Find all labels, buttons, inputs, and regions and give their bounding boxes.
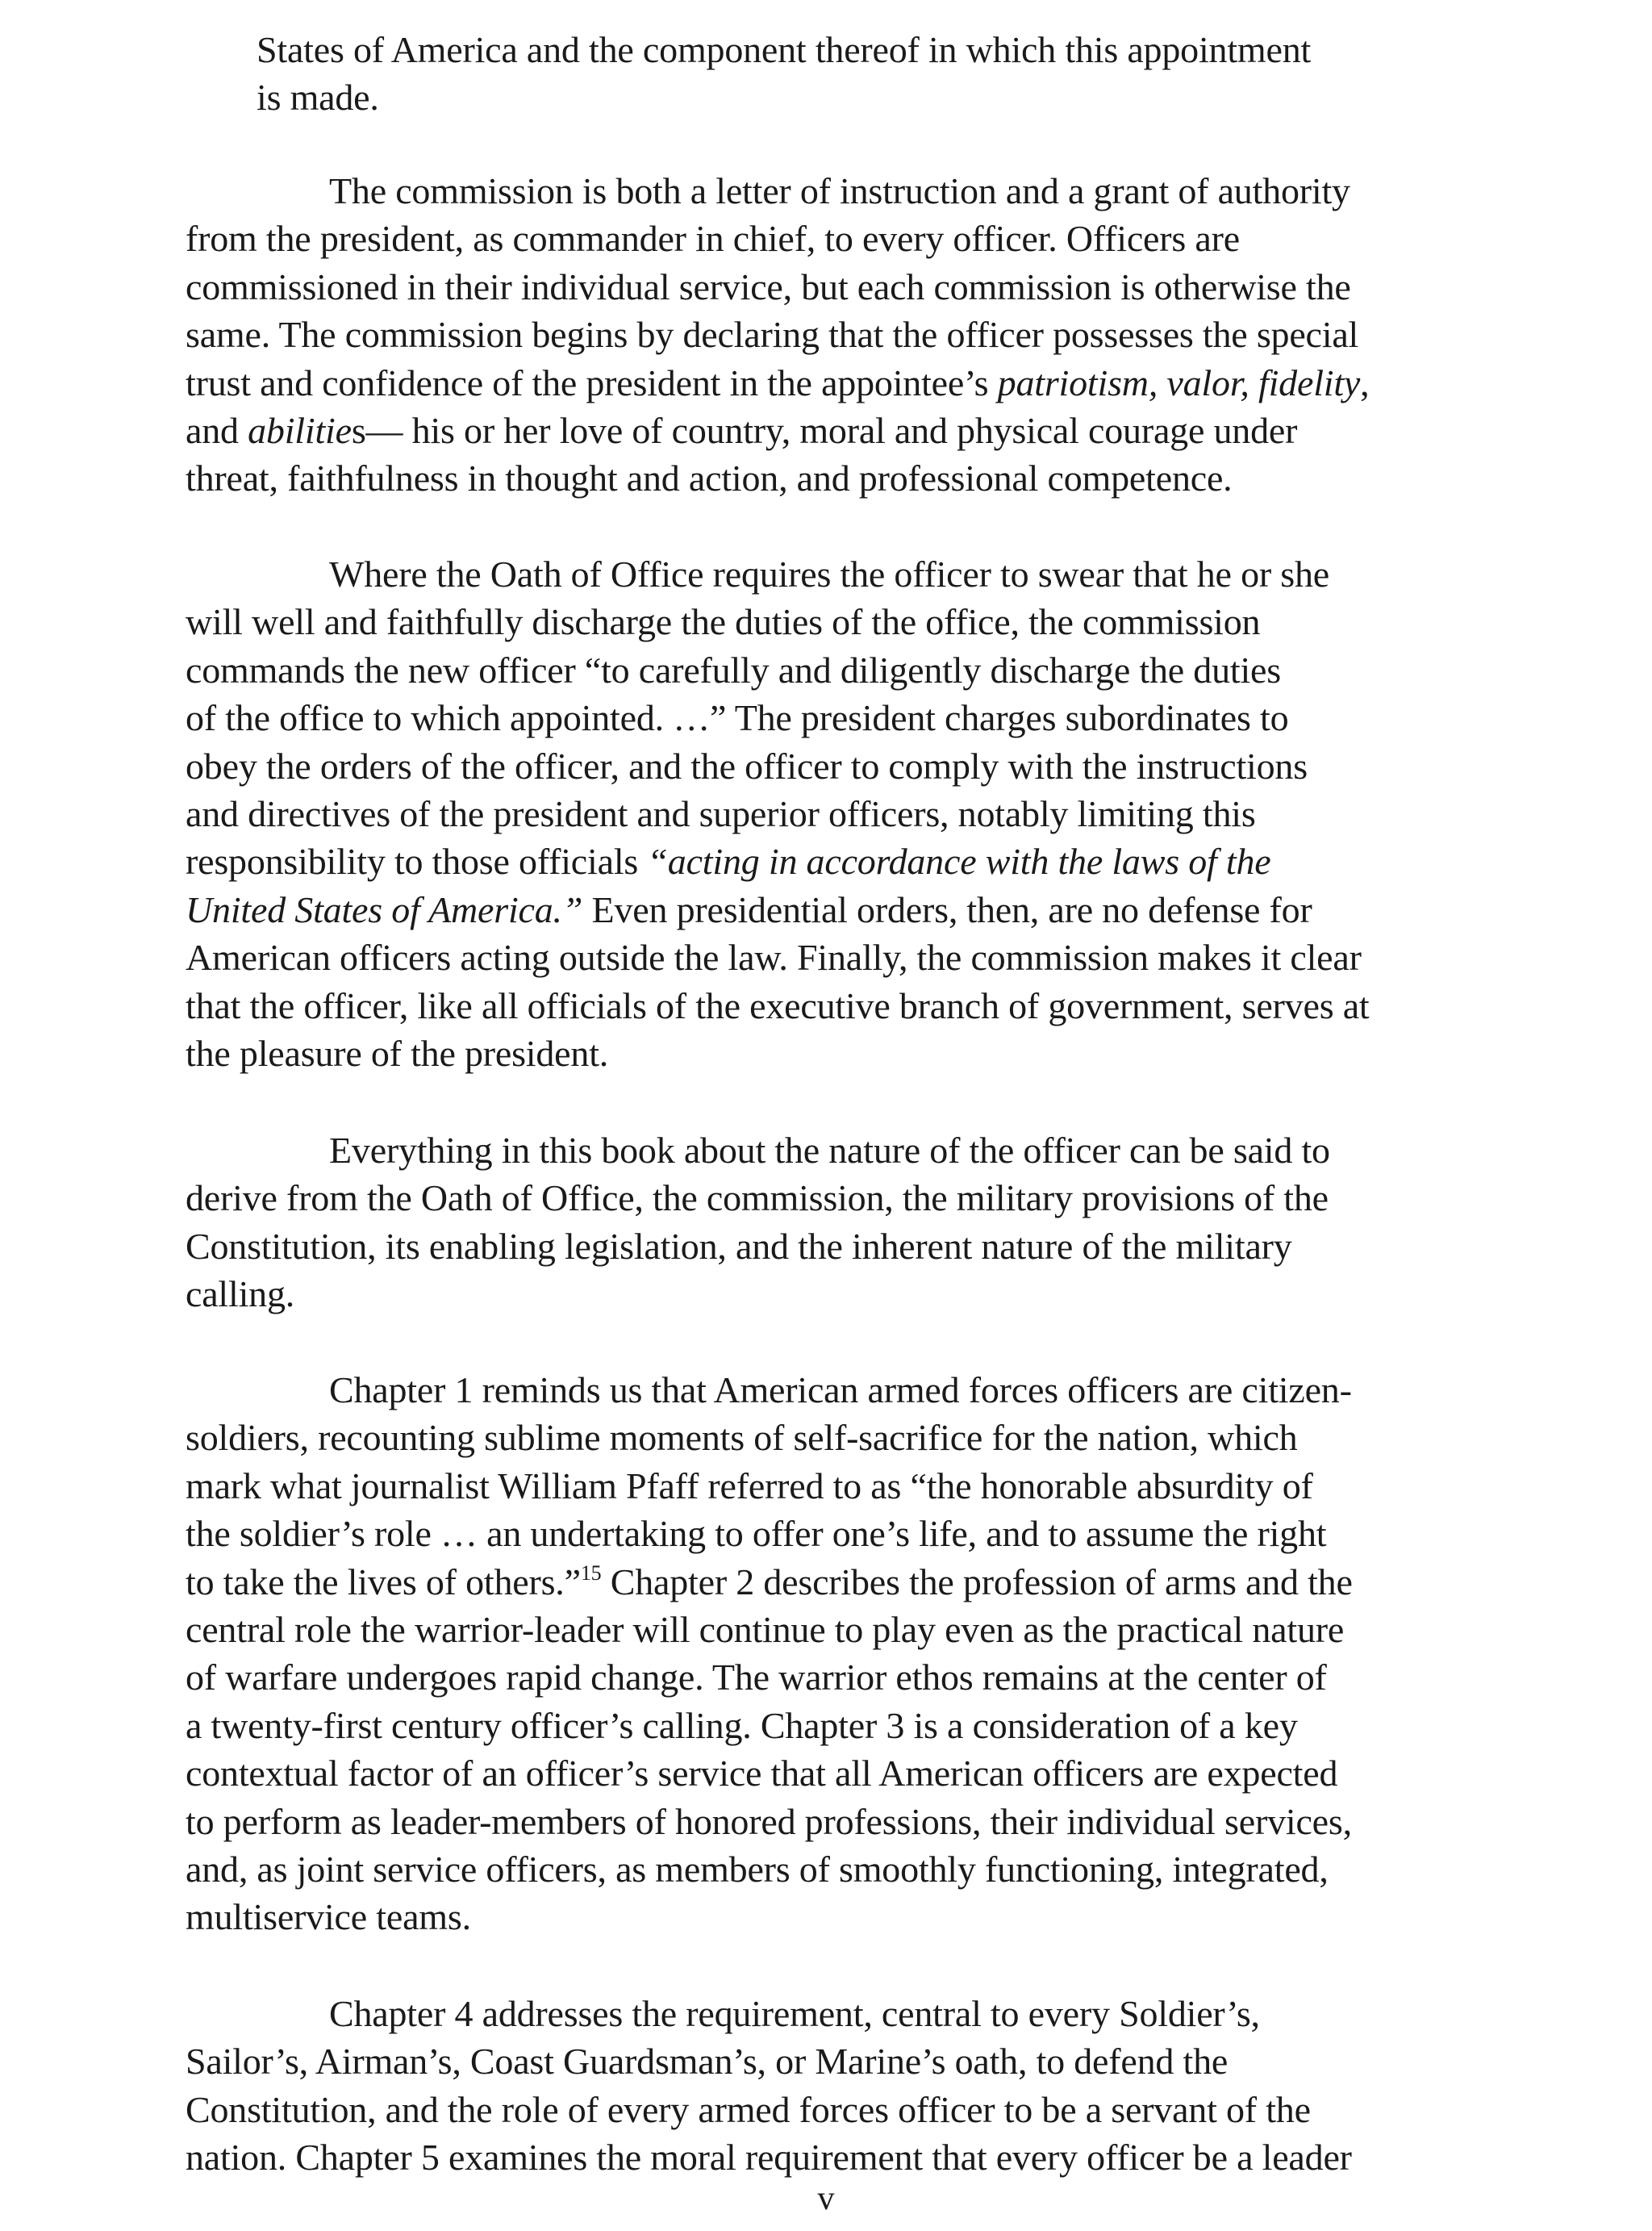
text-line: [257, 26, 1547, 73]
text-run: Chapter 2 describes the profession of arms and the: [601, 1560, 1353, 1602]
paragraph-chapters-4-5: [186, 1990, 1476, 2182]
text-line: [186, 1558, 1476, 1606]
text-line: [186, 1366, 1476, 1414]
text-run: of warfare undergoes rapid change. The warrior ethos remains at the center of: [186, 1657, 1327, 1698]
text-line: [186, 1126, 1476, 1174]
text-run: The commission is both a letter of instruction and a grant of authority: [329, 170, 1350, 211]
text-line: [186, 790, 1476, 838]
text-line: [186, 982, 1476, 1030]
text-line: [186, 407, 1476, 454]
text-line: [186, 1462, 1476, 1510]
text-run: threat, faithfulness in thought and action, and professional competence.: [186, 457, 1233, 499]
text-line: [186, 646, 1476, 694]
text-line: [186, 359, 1476, 407]
footnote-reference: 15: [580, 1560, 602, 1585]
text-run: is made.: [257, 77, 379, 119]
paragraph-commission-text-end: [257, 26, 1547, 122]
text-run: derive from the Oath of Office, the commission, the military provisions of the: [186, 1177, 1329, 1219]
text-line: [186, 1702, 1476, 1749]
text-run: s— his or her love of country, moral and physical courage under: [351, 410, 1298, 452]
text-line: [186, 886, 1476, 934]
text-run: the soldier’s role … an undertaking to offer one’s life, and to assume the right: [186, 1513, 1327, 1555]
italic-text: abilitie: [248, 410, 352, 452]
text-run: the pleasure of the president.: [186, 1033, 609, 1075]
text-run: multiservice teams.: [186, 1896, 471, 1938]
text-line: [186, 167, 1476, 215]
text-run: contextual factor of an officer’s service that all American officers are expected: [186, 1753, 1338, 1794]
text-line: [186, 1174, 1476, 1222]
text-line: [186, 1653, 1476, 1701]
text-line: [186, 694, 1476, 742]
text-line: [186, 1749, 1476, 1797]
italic-text: patriotism, valor, fidelity: [997, 361, 1361, 403]
text-run: same. The commission begins by declaring that the officer possesses the special: [186, 314, 1359, 356]
text-run: to take the lives of others.”: [186, 1560, 581, 1602]
text-line: [186, 1222, 1476, 1270]
text-run: commissioned in their individual service, but each commission is otherwise the: [186, 265, 1351, 307]
paragraph-oath-duties: [186, 550, 1476, 1077]
text-run: a twenty-first century officer’s calling. Chapter 3 is a consideration of a key: [186, 1704, 1298, 1746]
text-line: [186, 598, 1476, 645]
paragraph-chapters-1-3: [186, 1366, 1476, 1941]
text-line: [186, 742, 1476, 790]
text-run: Chapter 4 addresses the requirement, central to every Soldier’s,: [329, 1993, 1260, 2034]
text-line: [186, 1030, 1476, 1077]
paragraph-commission-instruction: [186, 167, 1476, 503]
text-run: obey the orders of the officer, and the officer to comply with the instructions: [186, 745, 1308, 787]
text-line: [186, 550, 1476, 598]
text-run: Where the Oath of Office requires the officer to swear that he or she: [329, 554, 1330, 595]
text-line: [186, 311, 1476, 358]
text-line: [186, 454, 1476, 502]
text-run: that the officer, like all officials of the executive branch of government, serves at: [186, 984, 1370, 1026]
text-run: States of America and the component thereof in which this appointment: [257, 29, 1312, 70]
page-number: v: [817, 2180, 835, 2217]
text-run: ,: [1360, 361, 1370, 403]
text-line: [186, 1606, 1476, 1653]
italic-text: “acting in accordance with the laws of the: [647, 841, 1271, 883]
text-line: [186, 1270, 1476, 1318]
text-line: [186, 1990, 1476, 2037]
text-line: [186, 263, 1476, 311]
text-run: Everything in this book about the nature of the officer can be said to: [329, 1130, 1330, 1171]
text-run: commands the new officer “to carefully and diligently discharge the duties: [186, 649, 1281, 691]
text-run: trust and confidence of the president in the appointee’s: [186, 361, 998, 403]
text-run: to perform as leader-members of honored professions, their individual services,: [186, 1800, 1352, 1842]
text-line: [186, 2086, 1476, 2133]
text-run: will well and faithfully discharge the duties of the office, the commission: [186, 601, 1261, 643]
text-line: [186, 2037, 1476, 2085]
text-run: Chapter 1 reminds us that American armed forces officers are citizen-: [329, 1369, 1352, 1410]
text-line: [186, 1798, 1476, 1845]
text-run: of the office to which appointed. …” The president charges subordinates to: [186, 697, 1289, 739]
text-run: Sailor’s, Airman’s, Coast Guardsman’s, or Marine’s oath, to defend the: [186, 2041, 1229, 2083]
italic-text: United States of America.”: [186, 888, 583, 930]
text-run: soldiers, recounting sublime moments of self-sacrifice for the nation, which: [186, 1417, 1298, 1459]
text-line: [186, 934, 1476, 981]
text-run: and: [186, 410, 248, 452]
text-run: calling.: [186, 1273, 295, 1315]
text-run: Even presidential orders, then, are no defense for: [582, 888, 1312, 930]
text-run: mark what journalist William Pfaff referred to as “the honorable absurdity of: [186, 1464, 1313, 1506]
text-run: and, as joint service officers, as members of smoothly functioning, integrated,: [186, 1849, 1329, 1891]
text-line: [186, 1893, 1476, 1941]
text-run: and directives of the president and superior officers, notably limiting this: [186, 793, 1256, 835]
text-line: [186, 838, 1476, 885]
paragraph-book-derivation: [186, 1126, 1476, 1318]
text-line: [186, 215, 1476, 262]
text-run: responsibility to those officials: [186, 841, 648, 883]
text-run: nation. Chapter 5 examines the moral requirement that every officer be a leader: [186, 2137, 1352, 2179]
text-line: [257, 73, 1547, 121]
text-run: central role the warrior-leader will continue to play even as the practical nature: [186, 1609, 1345, 1651]
text-line: [186, 1414, 1476, 1461]
text-line: [186, 2133, 1476, 2181]
text-run: Constitution, its enabling legislation, and the inherent nature of the military: [186, 1225, 1292, 1267]
text-run: American officers acting outside the law. Finally, the commission makes it clear: [186, 937, 1362, 979]
text-line: [186, 1845, 1476, 1893]
text-run: Constitution, and the role of every armed forces officer to be a servant of the: [186, 2088, 1311, 2130]
text-run: from the president, as commander in chief, to every officer. Officers are: [186, 218, 1240, 260]
text-line: [186, 1510, 1476, 1557]
